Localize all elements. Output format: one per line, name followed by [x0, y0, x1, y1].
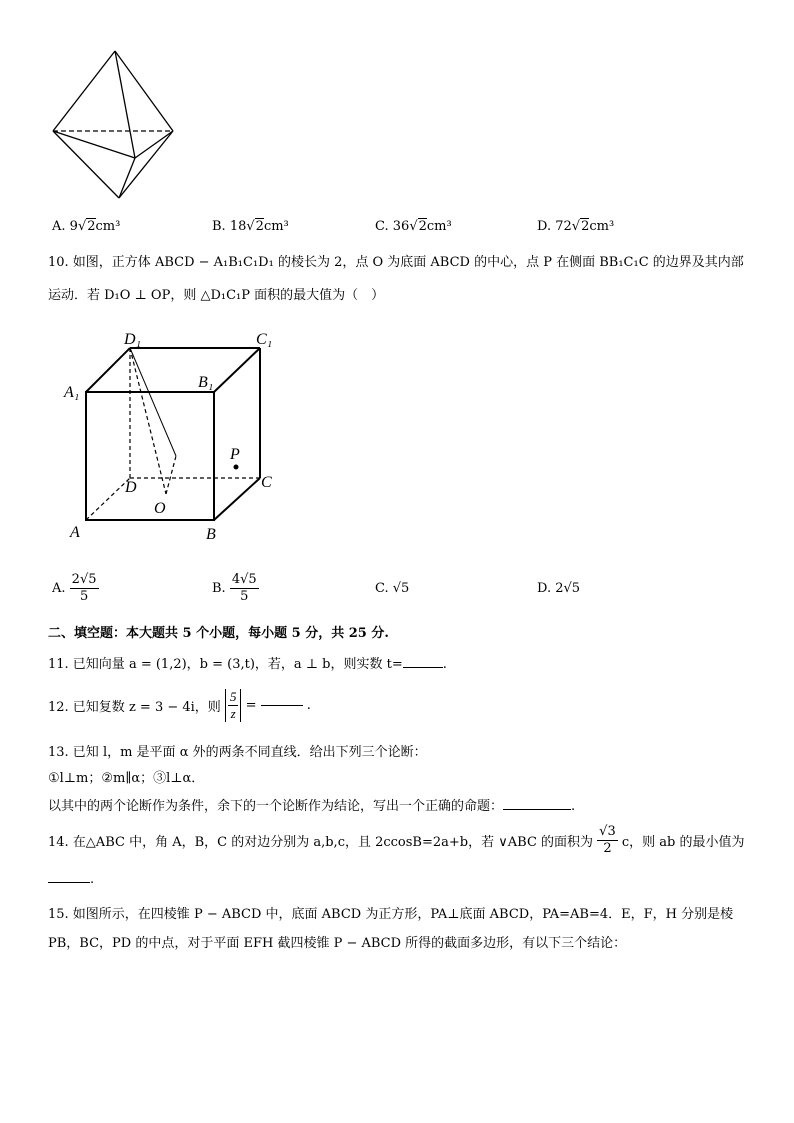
q14: 14. 在△ABC 中，角 A，B，C 的对边分别为 a,b,c，且 2ccosB=2a+b，若 ∨ABC 的面积为 $\frac{√3}{2}$ c，则 ab 的最小值为 [48, 824, 745, 856]
label-a1: A₁ [64, 384, 80, 401]
label-o: O [154, 500, 166, 517]
q10-option-a: A. $\frac{2√5}{5}$ [52, 572, 97, 604]
q10-line1: 10. 如图，正方体 ABCD − A₁B₁C₁D₁ 的棱长为 2，点 O 为底面 ABCD 的中心，点 P 在侧面 BB₁C₁C 的边界及其内部 [48, 255, 744, 270]
q9-option-d: D. 72√2cm³ [537, 219, 615, 234]
q13-line3: 以其中的两个论断作为条件，余下的一个论断作为结论，写出一个正确的命题： . [48, 799, 576, 814]
label-d1: D₁ [124, 331, 142, 348]
q12: 12. 已知复数 z = 3 − 4i，则 $\frac{5}{z}$ = . [48, 689, 311, 721]
section-fill-in-heading: 二、填空题：本大题共 5 个小题，每小题 5 分，共 25 分. [48, 626, 389, 641]
label-p: P [230, 446, 240, 463]
q12-answer-blank [261, 705, 303, 706]
q14-answer-blank [48, 882, 90, 883]
q15-line1: 15. 如图所示，在四棱锥 P − ABCD 中，底面 ABCD 为正方形，PA⊥底面 ABCD，PA=AB=4．E，F，H 分别是棱 [48, 907, 734, 922]
q10-option-b: B. $\frac{4√5}{5}$ [212, 572, 257, 604]
label-b1: B₁ [198, 374, 214, 391]
q9-option-b: B. 18√2cm³ [212, 219, 289, 234]
label-d: D [125, 479, 137, 496]
q13-line1: 13. 已知 l，m 是平面 α 外的两条不同直线．给出下列三个论断： [48, 745, 427, 760]
label-b: B [206, 526, 216, 543]
q13-answer-blank [503, 809, 571, 810]
point-p-dot [234, 465, 239, 470]
q9-option-c: C. 36√2cm³ [375, 219, 452, 234]
q11: 11. 已知向量 a = (1,2)，b = (3,t)，若，a ⊥ b，则实数 t= . [48, 657, 447, 672]
label-c: C [261, 474, 272, 491]
label-c1: C₁ [256, 331, 273, 348]
q15-line2: PB，BC，PD 的中点，对于平面 EFH 截四棱锥 P − ABCD 所得的截面多边形，有以下三个结论： [48, 936, 627, 951]
q14-answer-line: . [48, 872, 94, 887]
q10-line2: 运动．若 D₁O ⊥ OP，则 △D₁C₁P 面积的最大值为（ ） [48, 288, 385, 303]
label-a: A [70, 524, 80, 541]
q10-option-c: C. √5 [375, 581, 410, 596]
q13-line2: ①l⊥m；②m∥α；③l⊥α． [48, 771, 205, 786]
cube-figure [60, 326, 280, 546]
q10-option-d: D. 2√5 [537, 581, 581, 596]
q11-answer-blank [403, 667, 443, 668]
octahedron-figure [48, 46, 178, 206]
q9-option-a: A. 9√2cm³ [52, 219, 121, 234]
